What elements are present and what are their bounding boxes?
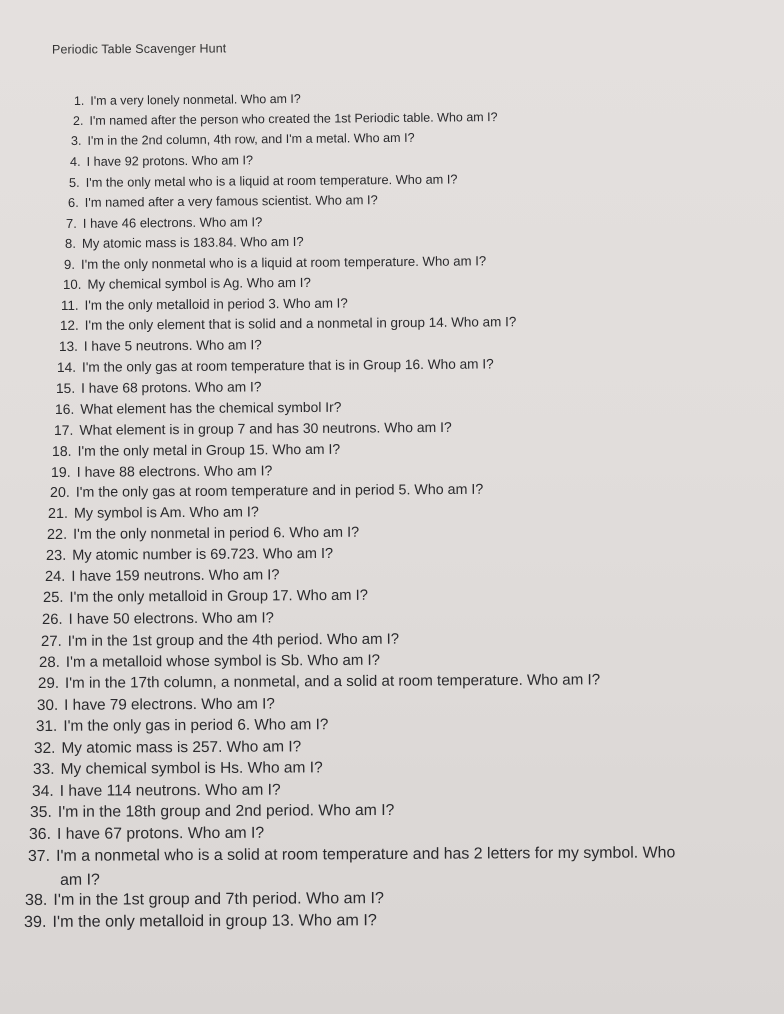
question-number: 23. bbox=[45, 547, 67, 564]
question-item bbox=[56, 379, 262, 396]
question-text: I'm the only nonmetal in period 6. Who am I? bbox=[73, 524, 360, 543]
question-text: I have 114 neutrons. Who am I? bbox=[59, 781, 281, 800]
question-item bbox=[71, 131, 415, 148]
question-text: I'm a metalloid whose symbol is Sb. Who am I? bbox=[66, 651, 381, 671]
question-text: I'm in the 2nd column, 4th row, and I'm a metal. Who am I? bbox=[87, 131, 416, 149]
question-text: I'm the only element that is solid and a nonmetal in group 14. Who am I? bbox=[84, 314, 517, 334]
question-number: 10. bbox=[62, 277, 82, 293]
question-number: 1. bbox=[73, 93, 85, 108]
question-number: 28. bbox=[39, 653, 61, 671]
question-item bbox=[69, 171, 458, 190]
question-number: 2. bbox=[72, 114, 84, 129]
question-number: 30. bbox=[36, 696, 59, 714]
question-number: 26. bbox=[41, 611, 63, 628]
question-number: 7. bbox=[66, 215, 78, 231]
question-item bbox=[37, 695, 275, 713]
question-text: I'm a very lonely nonmetal. Who am I? bbox=[90, 91, 301, 108]
question-item bbox=[55, 399, 342, 417]
question-text: I have 79 electrons. Who am I? bbox=[63, 695, 275, 714]
question-item bbox=[28, 844, 676, 890]
question-number: 22. bbox=[47, 526, 68, 543]
question-item bbox=[50, 482, 483, 501]
question-number: 37. bbox=[27, 847, 50, 865]
question-item bbox=[47, 525, 359, 543]
question-item bbox=[53, 419, 451, 438]
question-text-continued: am I? bbox=[59, 871, 100, 889]
question-number: 16. bbox=[54, 401, 75, 418]
question-text: My atomic mass is 183.84. Who am I? bbox=[81, 234, 304, 252]
question-number: 31. bbox=[35, 718, 57, 736]
question-number: 18. bbox=[52, 442, 72, 459]
question-number: 38. bbox=[25, 891, 48, 910]
question-item bbox=[44, 567, 279, 585]
question-number: 29. bbox=[38, 675, 60, 693]
question-item bbox=[25, 889, 384, 910]
question-number: 9. bbox=[63, 256, 75, 272]
question-number: 17. bbox=[53, 421, 73, 439]
question-text: I'm the only metalloid in Group 17. Who am I? bbox=[69, 587, 369, 607]
question-text: My chemical symbol is Hs. Who am I? bbox=[60, 759, 323, 779]
question-number: 36. bbox=[29, 825, 52, 843]
question-text: I have 88 electrons. Who am I? bbox=[76, 462, 273, 480]
question-text: My atomic mass is 257. Who am I? bbox=[61, 738, 302, 757]
question-item bbox=[62, 275, 310, 292]
question-item bbox=[60, 315, 516, 334]
question-text: I'm in the 18th group and 2nd period. Who am I? bbox=[58, 802, 395, 822]
question-text: My symbol is Am. Who am I? bbox=[74, 504, 260, 522]
question-number: 19. bbox=[50, 463, 71, 480]
question-text: I'm named after the person who created the 1st Periodic table. Who am I? bbox=[89, 110, 498, 129]
question-item bbox=[30, 802, 394, 822]
question-number: 20. bbox=[49, 484, 70, 501]
question-number: 4. bbox=[70, 154, 81, 169]
question-number: 35. bbox=[30, 804, 53, 822]
question-number: 3. bbox=[71, 134, 82, 149]
question-text: I have 46 electrons. Who am I? bbox=[83, 213, 263, 231]
question-item bbox=[29, 825, 264, 844]
question-item bbox=[61, 295, 348, 312]
question-text: My chemical symbol is Ag. Who am I? bbox=[86, 275, 311, 292]
question-number: 33. bbox=[32, 761, 55, 779]
question-text: I'm the only gas in period 6. Who am I? bbox=[62, 716, 328, 736]
question-text: I have 68 protons. Who am I? bbox=[81, 378, 262, 396]
question-item bbox=[32, 781, 281, 800]
question-item bbox=[70, 153, 253, 169]
question-item bbox=[43, 588, 368, 606]
question-item bbox=[38, 672, 600, 693]
question-number: 34. bbox=[31, 782, 54, 800]
question-text: I'm the only nonmetal who is a liquid at room temperature. Who am I? bbox=[80, 253, 486, 272]
question-text: I'm in the 1st group and the 4th period. Who am I? bbox=[67, 630, 399, 650]
question-item bbox=[65, 234, 304, 251]
question-text: I have 67 protons. Who am I? bbox=[57, 824, 265, 843]
question-text: I'm the only gas at room temperature and in period 5. Who am I? bbox=[75, 481, 483, 501]
question-number: 25. bbox=[43, 590, 64, 607]
question-number: 6. bbox=[67, 195, 79, 211]
question-text: My atomic number is 69.723. Who am I? bbox=[71, 545, 333, 564]
question-item bbox=[57, 356, 494, 375]
question-text: I have 5 neutrons. Who am I? bbox=[83, 337, 262, 354]
question-item bbox=[41, 630, 399, 649]
question-text: I have 92 protons. Who am I? bbox=[86, 152, 254, 169]
question-number: 24. bbox=[44, 568, 65, 586]
question-item bbox=[33, 759, 323, 779]
question-number: 14. bbox=[57, 359, 77, 375]
question-number: 39. bbox=[23, 912, 47, 931]
question-item bbox=[48, 504, 259, 522]
question-item bbox=[51, 462, 273, 480]
question-text: I'm a nonmetal who is a solid at room temperature and has 2 letters for my symbol. Who bbox=[55, 844, 676, 865]
question-item bbox=[73, 110, 498, 128]
question-item bbox=[66, 214, 262, 231]
question-text: I'm the only gas at room temperature that is in Group 16. Who am I? bbox=[82, 356, 495, 375]
question-text: I'm the only metal who is a liquid at room temperature. Who am I? bbox=[85, 171, 458, 190]
question-number: 15. bbox=[56, 380, 76, 396]
question-item bbox=[34, 738, 301, 758]
question-text: What element has the chemical symbol Ir? bbox=[80, 398, 342, 417]
question-text: I'm the only metal in Group 15. Who am I? bbox=[77, 440, 341, 459]
question-number: 11. bbox=[61, 297, 79, 313]
question-text: I'm the only metalloid in group 13. Who am I? bbox=[52, 911, 377, 931]
question-number: 21. bbox=[48, 505, 69, 522]
question-number: 8. bbox=[64, 236, 76, 252]
question-text: I'm in the 1st group and 7th period. Who am I? bbox=[53, 889, 385, 910]
question-item bbox=[74, 92, 301, 108]
question-item bbox=[24, 911, 377, 932]
question-item bbox=[52, 441, 340, 459]
question-number: 13. bbox=[58, 338, 78, 354]
question-item bbox=[46, 546, 333, 564]
question-text: I'm in the 17th column, a nonmetal, and a solid at room temperature. Who am I? bbox=[65, 671, 601, 693]
question-text: I'm the only metalloid in period 3. Who am I? bbox=[84, 295, 349, 313]
question-number: 27. bbox=[40, 632, 62, 650]
question-item bbox=[39, 652, 380, 671]
question-text: I have 159 neutrons. Who am I? bbox=[70, 567, 280, 585]
question-item bbox=[35, 716, 327, 736]
question-text: I'm named after a very famous scientist. Who am I? bbox=[84, 192, 378, 211]
question-number: 32. bbox=[34, 739, 56, 757]
question-text: I have 50 electrons. Who am I? bbox=[68, 609, 274, 628]
question-number: 5. bbox=[68, 174, 80, 190]
page-title: Periodic Table Scavenger Hunt bbox=[51, 41, 227, 57]
question-number: 12. bbox=[59, 318, 79, 334]
question-item bbox=[68, 192, 378, 210]
question-text: What element is in group 7 and has 30 neutrons. Who am I? bbox=[78, 418, 452, 438]
question-item bbox=[64, 253, 486, 272]
question-item bbox=[42, 610, 274, 628]
question-item bbox=[59, 337, 262, 354]
